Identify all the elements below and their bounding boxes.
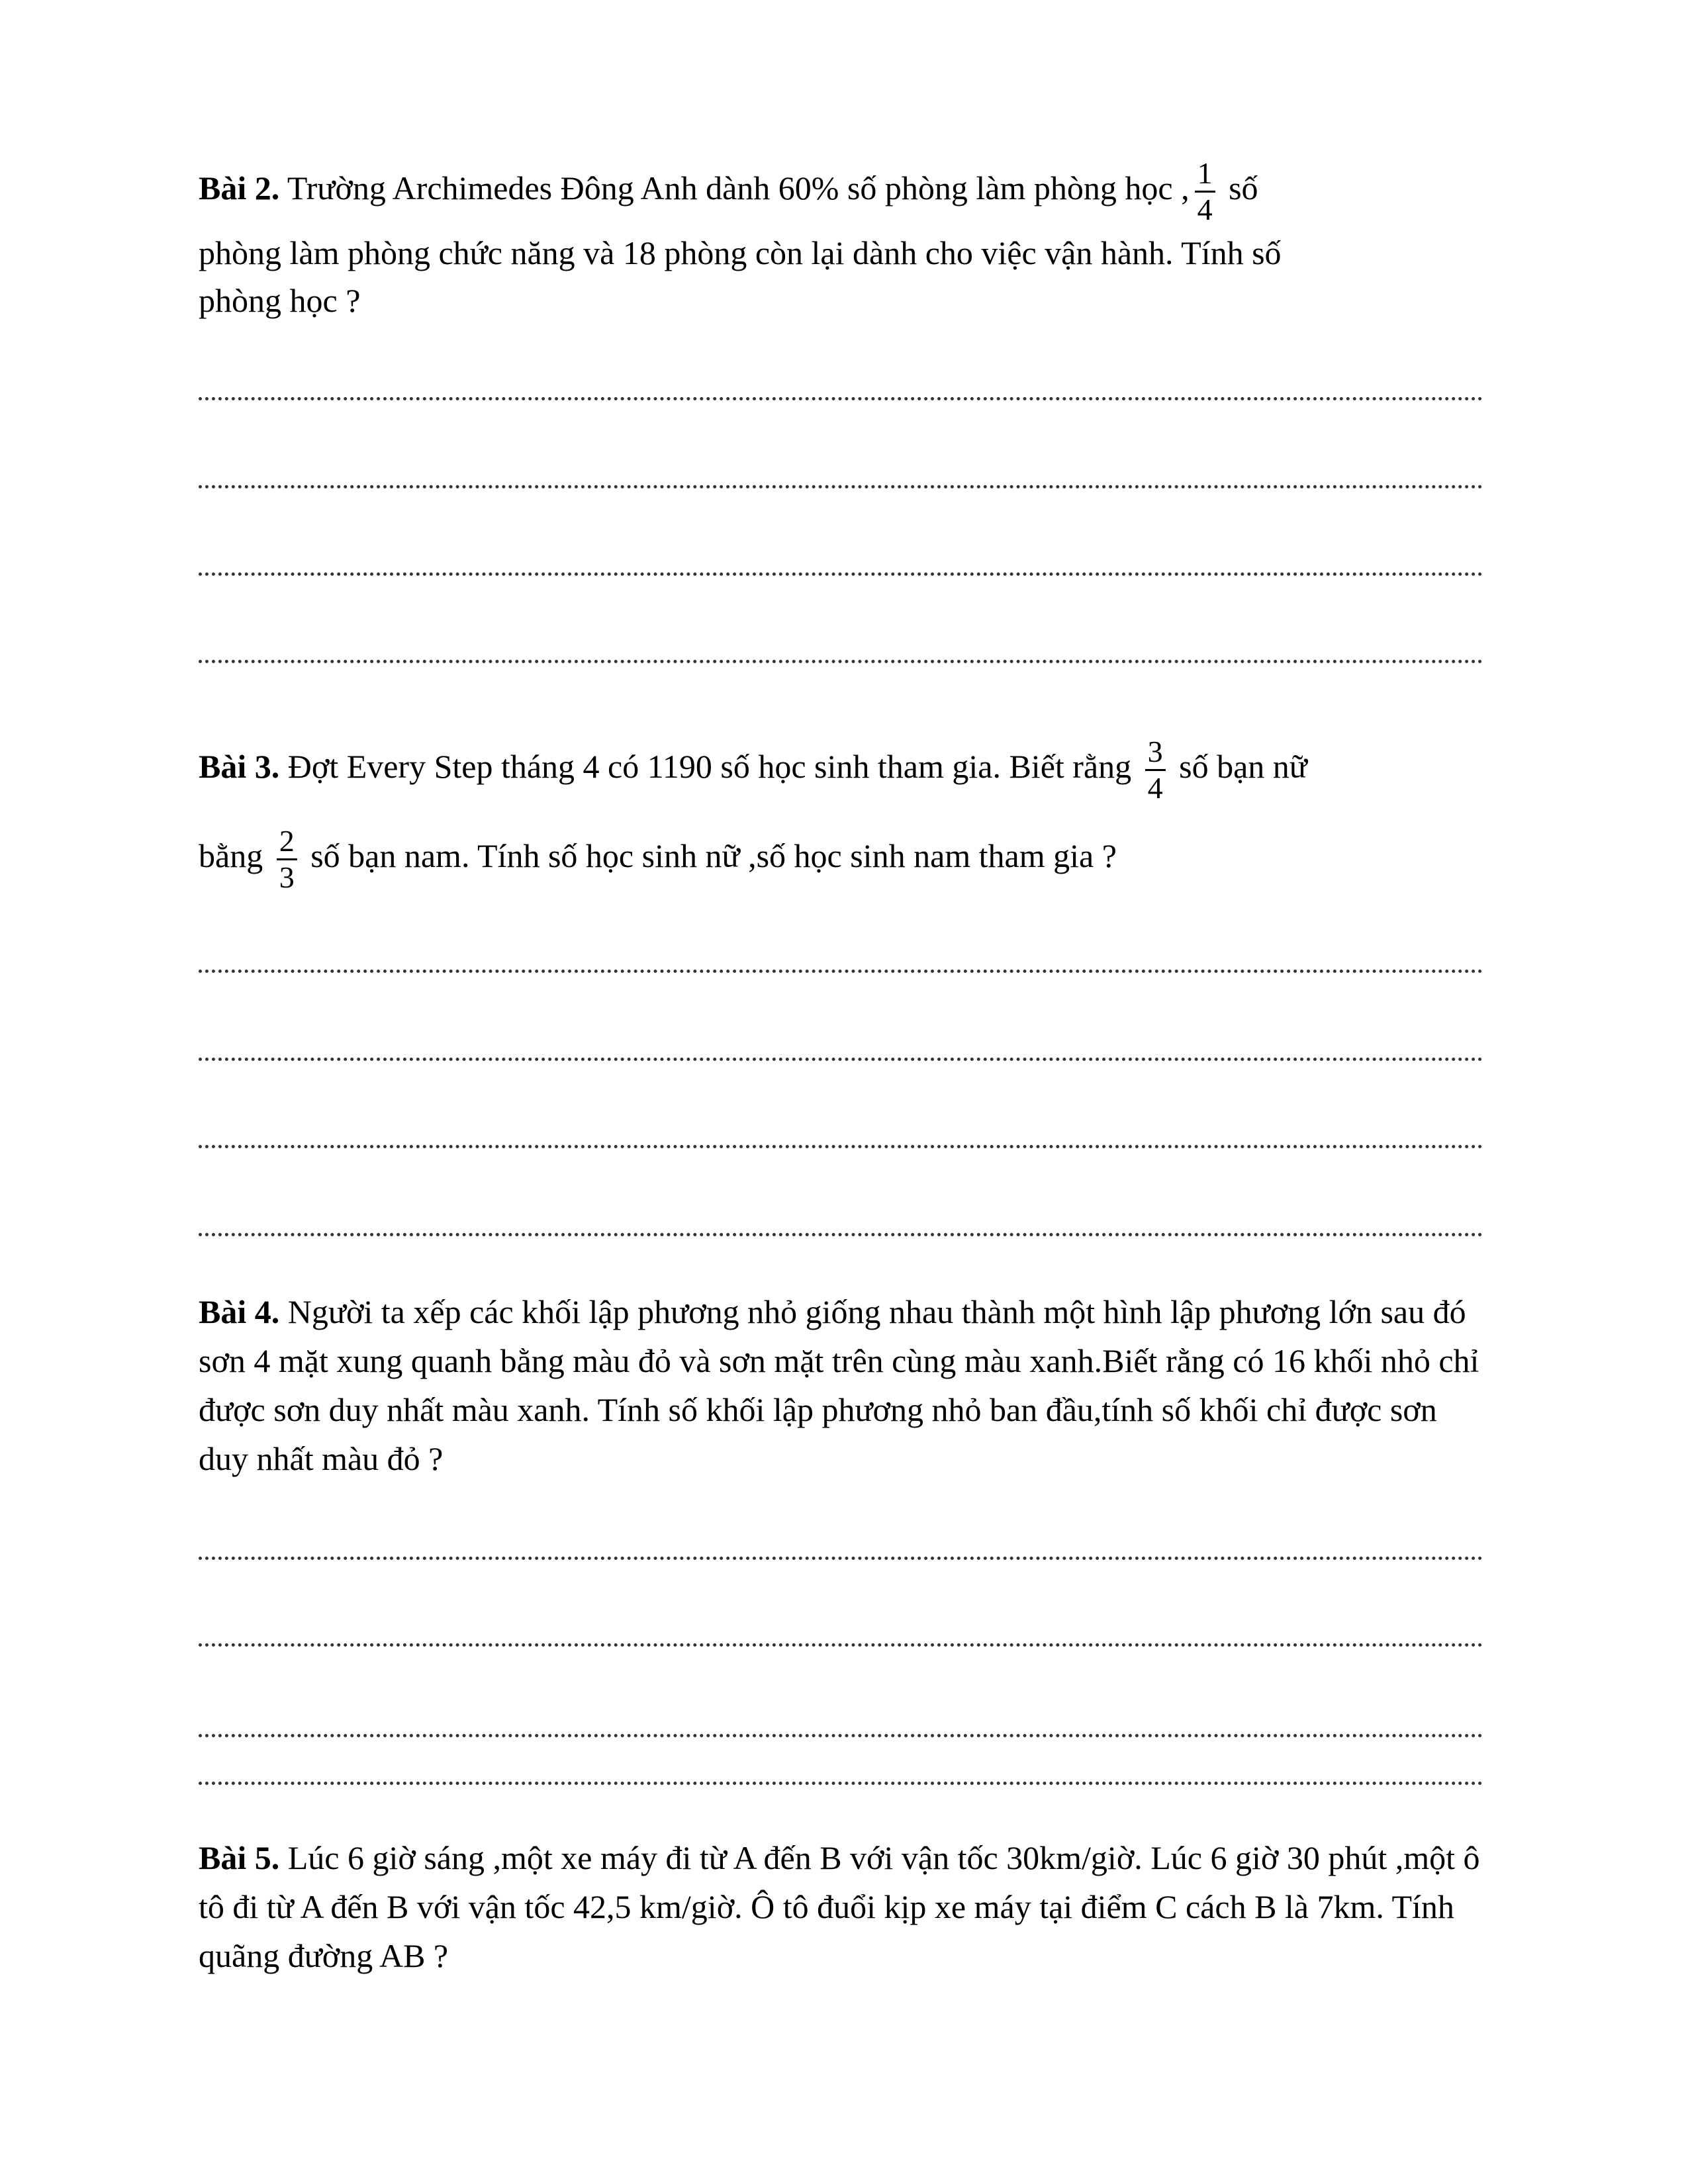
problem-5-text: Lúc 6 giờ sáng ,một xe máy đi từ A đến B với vận tốc 30km/giờ. Lúc 6 giờ 30 phút ,một ô tô đi từ A đến B với vận tốc 42,5 km/giờ. Ô tô đuổi kịp xe máy tại điểm C cách B là 7km. Tính quãng đường AB ? <box>199 1839 1480 1974</box>
problem-3-fraction-1-numerator: 3 <box>1145 735 1166 771</box>
problem-4-answer-line-4[interactable] <box>199 1768 1483 1785</box>
problem-2-fraction <box>1195 156 1215 227</box>
problem-2-line-1 <box>199 156 1483 227</box>
problem-3-answer-line-4[interactable] <box>199 1220 1483 1236</box>
problem-3-text-a: Đợt Every Step tháng 4 có 1190 số học sinh tham gia. Biết rằng <box>279 747 1140 785</box>
problem-3-text-d: số bạn nam. Tính số học sinh nữ ,số học sinh nam tham gia ? <box>302 837 1117 874</box>
problem-3-line-1 <box>199 735 1483 805</box>
problem-3-answer-line-3[interactable] <box>199 1132 1483 1148</box>
problem-4 <box>199 1287 1483 1483</box>
problem-2-label: Bài 2. <box>199 169 280 206</box>
problem-3-fraction-2-denominator: 3 <box>279 860 295 894</box>
problem-2-fraction-denominator: 4 <box>1197 193 1213 226</box>
problem-3-fraction-1-denominator: 4 <box>1147 771 1163 805</box>
problem-2-answer-line-4[interactable] <box>199 647 1483 663</box>
problem-5-label: Bài 5. <box>199 1839 280 1876</box>
problem-3-fraction-2 <box>277 824 297 895</box>
problem-3-fraction-1 <box>1145 735 1166 805</box>
problem-5 <box>199 1833 1483 1980</box>
problem-3-answer-line-1[interactable] <box>199 956 1483 973</box>
problem-4-answer-line-3[interactable] <box>199 1721 1483 1737</box>
problem-4-text: Người ta xếp các khối lập phương nhỏ giống nhau thành một hình lập phương lớn sau đó sơn 4 mặt xung quanh bằng màu đỏ và sơn mặt trên cùng màu xanh.Biết rằng có 16 khối nhỏ chỉ được sơn duy nhất màu xanh. Tính số khối lập phương nhỏ ban đầu,tính số khối chỉ được sơn duy nhất màu đỏ ? <box>199 1293 1479 1477</box>
problem-4-answer-line-1[interactable] <box>199 1543 1483 1560</box>
problem-2-line-3: phòng học ? <box>199 282 361 319</box>
problem-2-answer-line-2[interactable] <box>199 472 1483 488</box>
problem-4-answer-line-2[interactable] <box>199 1630 1483 1647</box>
problem-2-text-b: số <box>1220 169 1258 206</box>
problem-4-label: Bài 4. <box>199 1293 280 1330</box>
problem-2-text-a: Trường Archimedes Đông Anh dành 60% số phòng làm phòng học , <box>279 169 1190 206</box>
problem-3-line-2 <box>199 824 1483 895</box>
problem-2-line-2: phòng làm phòng chức năng và 18 phòng còn lại dành cho việc vận hành. Tính số <box>199 234 1282 271</box>
problem-3-text-b: số bạn nữ <box>1170 747 1307 785</box>
problem-2-fraction-numerator: 1 <box>1195 156 1215 193</box>
problem-3-answer-line-2[interactable] <box>199 1044 1483 1061</box>
problem-2-answer-line-1[interactable] <box>199 384 1483 400</box>
problem-3-text-c: bằng <box>199 837 271 874</box>
problem-3-fraction-2-numerator: 2 <box>277 824 297 860</box>
problem-3-label: Bài 3. <box>199 747 280 785</box>
problem-2-answer-line-3[interactable] <box>199 559 1483 576</box>
